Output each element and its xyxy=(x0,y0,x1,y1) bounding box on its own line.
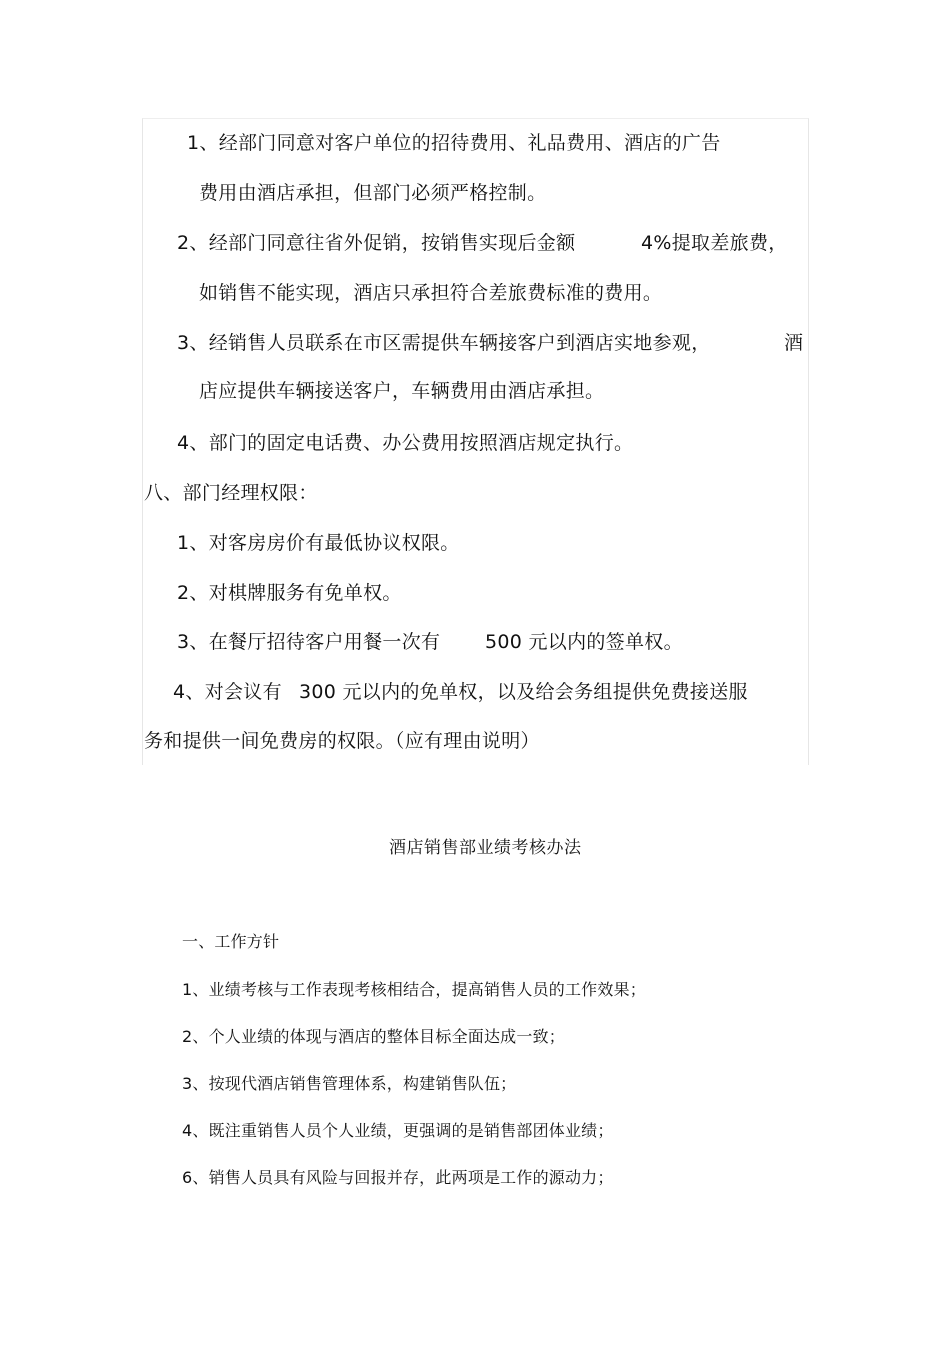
document-title: 酒店销售部业绩考核办法 xyxy=(389,838,582,858)
paragraph-line: 4%提取差旅费， xyxy=(641,232,788,254)
list-item: 300 元以内的免单权，以及给会务组提供免费接送服 xyxy=(299,681,748,703)
list-item: 1、业绩考核与工作表现考核相结合，提高销售人员的工作效果； xyxy=(182,980,646,999)
list-item: 500 元以内的签单权。 xyxy=(485,631,683,653)
paragraph-line: 费用由酒店承担，但部门必须严格控制。 xyxy=(199,182,547,204)
section-heading: 一、工作方针 xyxy=(182,932,280,951)
list-item: 2、对棋牌服务有免单权。 xyxy=(177,582,402,604)
section-heading: 八、部门经理权限： xyxy=(144,482,318,504)
paragraph-line: 酒 xyxy=(784,332,804,354)
list-item: 1、对客房房价有最低协议权限。 xyxy=(177,532,460,554)
list-item: 4、既注重销售人员个人业绩，更强调的是销售部团体业绩； xyxy=(182,1121,614,1140)
paragraph-line: 店应提供车辆接送客户，车辆费用由酒店承担。 xyxy=(199,380,605,402)
paragraph-line: 3、经销售人员联系在市区需提供车辆接客户到酒店实地参观， xyxy=(177,332,711,354)
list-item: 3、在餐厅招待客户用餐一次有 xyxy=(177,631,441,653)
list-item: 6、销售人员具有风险与回报并存，此两项是工作的源动力； xyxy=(182,1168,614,1187)
paragraph-line: 4、部门的固定电话费、办公费用按照酒店规定执行。 xyxy=(177,432,634,454)
list-item: 务和提供一间免费房的权限。（应有理由说明） xyxy=(144,730,540,752)
list-item: 4、对会议有 xyxy=(173,681,282,703)
paragraph-line: 如销售不能实现，酒店只承担符合差旅费标准的费用。 xyxy=(199,282,663,304)
list-item: 3、按现代酒店销售管理体系，构建销售队伍； xyxy=(182,1074,517,1093)
paragraph-line: 1、经部门同意对客户单位的招待费用、礼品费用、酒店的广告 xyxy=(187,132,721,154)
paragraph-line: 2、经部门同意往省外促销，按销售实现后金额 xyxy=(177,232,576,254)
list-item: 2、个人业绩的体现与酒店的整体目标全面达成一致； xyxy=(182,1027,565,1046)
